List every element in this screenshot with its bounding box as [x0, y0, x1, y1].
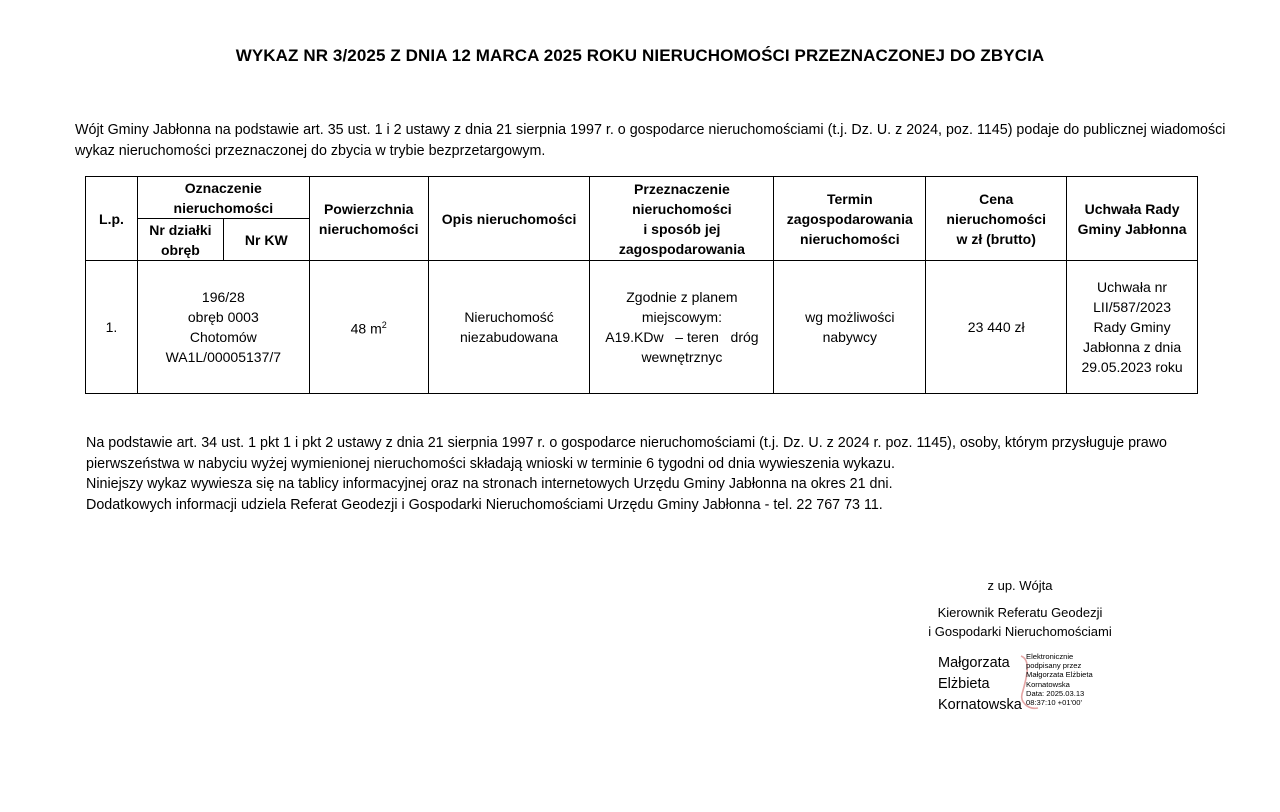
- header-powierzchnia: Powierzchnia nieruchomości: [309, 177, 428, 261]
- e-signature-details: Elektronicznie podpisany przez Małgorzata Elżbieta Kornatowska Data: 2025.03.13 08:37:10 +01'00': [1026, 652, 1093, 708]
- header-lp: L.p.: [86, 177, 138, 261]
- signature-for: z up. Wójta: [987, 578, 1053, 593]
- header-termin: Termin zagospodarowania nieruchomości: [774, 177, 926, 261]
- cell-powierzchnia: 48 $m^2$: [309, 261, 428, 394]
- footer-notes: [86, 433, 1216, 515]
- header-przeznaczenie: Przeznaczenie nieruchomości i sposób jej zagospodarowania: [590, 177, 774, 261]
- cell-oznaczenie: 196/28 obręb 0003 Chotomów WA1L/00005137/7: [137, 261, 309, 394]
- cell-uchwala: Uchwała nr LII/587/2023 Rady Gminy Jabłonna z dnia 29.05.2023 roku: [1067, 261, 1198, 394]
- table-header-row: [86, 177, 1198, 219]
- header-uchwala: Uchwała Rady Gminy Jabłonna: [1067, 177, 1198, 261]
- header-cena: Cena nieruchomości w zł (brutto): [926, 177, 1067, 261]
- document-title: WYKAZ NR 3/2025 Z DNIA 12 MARCA 2025 ROKU NIERUCHOMOŚCI PRZEZNACZONEJ DO ZBYCIA: [235, 46, 1045, 65]
- footer-paragraph: Na podstawie art. 34 ust. 1 pkt 1 i pkt 2 ustawy z dnia 21 sierpnia 1997 r. o gospodarce nieruchomościami (t.j. Dz. U. z 2024 r. poz. 1145), osoby, którym przysługuje prawo pierwszeństwa w nabyciu wyżej wymienionej nieruchomości składają wnioski w terminie 6 tygodni od dnia wywieszenia wykazu.: [86, 435, 1168, 472]
- signature-position: Kierownik Referatu Geodezji i Gospodarki Nieruchomościami: [928, 605, 1112, 639]
- cell-opis: Nieruchomość niezabudowana: [428, 261, 590, 394]
- table-row: [86, 261, 1198, 394]
- signer-name: Małgorzata Elżbieta Kornatowska: [938, 655, 1022, 713]
- header-nr-dzialki: Nr działki obręb: [137, 219, 223, 261]
- property-table: [85, 176, 1198, 394]
- header-opis: Opis nieruchomości: [428, 177, 590, 261]
- footer-paragraph: Dodatkowych informacji udziela Referat Geodezji i Gospodarki Nieruchomościami Urzędu Gminy Jabłonna - tel. 22 767 73 11.: [86, 496, 883, 513]
- cell-lp: 1.: [86, 261, 138, 394]
- intro-paragraph: Wójt Gminy Jabłonna na podstawie art. 35 ust. 1 i 2 ustawy z dnia 21 sierpnia 1997 r. o gospodarce nieruchomościami (t.j. Dz. U. z 2024, poz. 1145) podaje do publicznej wiadomości wykaz nieruchomości przeznaczonej do zbycia w trybie bezprzetargowym.: [75, 122, 1226, 159]
- cell-przeznaczenie: Zgodnie z planem miejscowym: A19.KDw – teren dróg wewnętrznyc: [590, 261, 774, 394]
- cell-termin: wg możliwości nabywcy: [774, 261, 926, 394]
- header-oznaczenie: Oznaczenie nieruchomości: [137, 177, 309, 219]
- cell-cena: 23 440 zł: [926, 261, 1067, 394]
- footer-paragraph: Niniejszy wykaz wywiesza się na tablicy informacyjnej oraz na stronach internetowych Urzędu Gminy Jabłonna na okres 21 dni.: [86, 476, 893, 492]
- signature-block: [900, 572, 1140, 641]
- header-nr-kw: Nr KW: [223, 219, 309, 261]
